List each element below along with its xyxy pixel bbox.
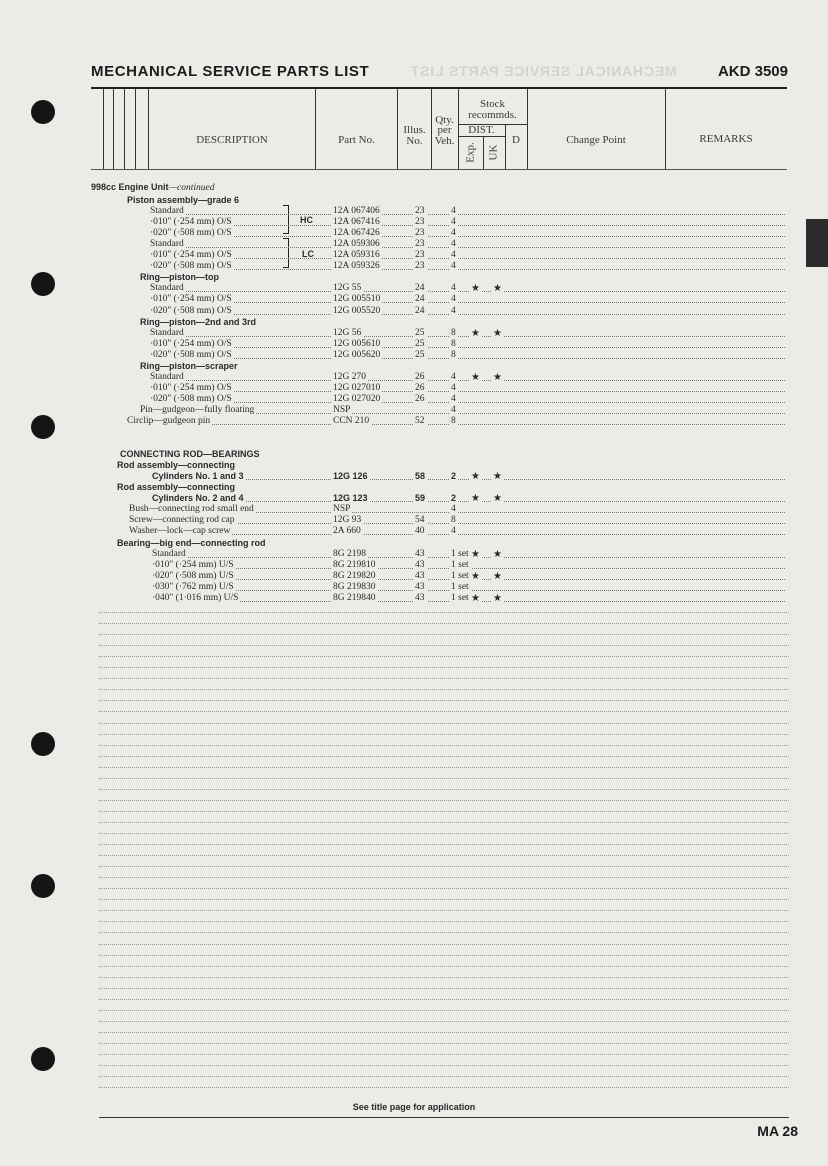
- quantity: 4: [451, 382, 456, 393]
- part-number: 2A 660: [333, 526, 361, 537]
- stock-exp-star: ★: [471, 570, 480, 582]
- illus-number: 43: [415, 592, 425, 603]
- part-number: 8G 219810: [333, 559, 376, 570]
- dot-leader: [154, 350, 785, 359]
- part-number: 12G 56: [333, 327, 362, 338]
- part-description: CONNECTING ROD—BEARINGS: [120, 449, 260, 460]
- table-row: [95, 504, 795, 515]
- stock-uk-star: ★: [493, 283, 502, 295]
- part-description: ·020" (·508 mm) O/S: [150, 393, 232, 404]
- ruled-line: [99, 767, 789, 768]
- part-number: 12A 059306: [333, 239, 380, 250]
- table-row: [95, 593, 795, 604]
- illus-number: 23: [415, 206, 425, 217]
- part-description: ·020" (·508 mm) O/S: [150, 261, 232, 272]
- ruled-line: [99, 645, 789, 646]
- ruled-line: [99, 1010, 789, 1011]
- group-heading: [95, 272, 795, 283]
- part-number: 12A 059326: [333, 261, 380, 272]
- ruled-line: [99, 756, 789, 757]
- ruled-line: [99, 888, 789, 889]
- dot-leader: [154, 383, 785, 392]
- illus-number: 24: [415, 283, 425, 294]
- illus-number: 58: [415, 471, 426, 482]
- ruled-line: [99, 811, 789, 812]
- table-row: [95, 261, 795, 272]
- binder-hole: [31, 100, 55, 124]
- quantity: 8: [451, 515, 456, 526]
- part-description: Standard: [150, 239, 184, 250]
- ruled-line: [99, 778, 789, 779]
- quantity: 4: [451, 217, 456, 228]
- group-heading: [95, 538, 795, 549]
- dot-leader: [154, 339, 785, 348]
- part-description: Standard: [150, 327, 184, 338]
- quantity: 1 set: [451, 559, 469, 570]
- col-qty-veh: Veh.: [434, 135, 455, 147]
- part-number: 8G 219820: [333, 570, 376, 581]
- ruled-line: [99, 1087, 789, 1088]
- table-row: [95, 560, 795, 571]
- quantity: 4: [451, 206, 456, 217]
- illus-number: 43: [415, 559, 425, 570]
- binder-hole: [31, 732, 55, 756]
- index-tab: [806, 219, 828, 267]
- col-exp: Exp.: [464, 142, 477, 163]
- table-row: [95, 294, 795, 305]
- stock-exp-star: ★: [471, 371, 480, 383]
- header-bottom-rule: [91, 169, 787, 170]
- part-description: Screw—connecting rod cap: [129, 515, 235, 526]
- col-part-no: Part No.: [338, 134, 375, 146]
- ruled-line: [99, 833, 789, 834]
- ruled-line: [99, 700, 789, 701]
- part-description: ·010" (·254 mm) O/S: [150, 250, 232, 261]
- part-number: 12G 005520: [333, 305, 381, 316]
- quantity: 8: [451, 416, 456, 426]
- quantity: 4: [451, 239, 456, 250]
- stock-uk-star: ★: [493, 327, 502, 339]
- table-row: [95, 493, 795, 504]
- dot-leader: [154, 206, 785, 215]
- stock-uk-star: ★: [493, 371, 502, 383]
- part-number: 12G 93: [333, 515, 362, 526]
- ruled-line: [99, 1043, 789, 1044]
- stock-exp-star: ★: [471, 471, 480, 483]
- stock-uk-star: ★: [493, 570, 502, 582]
- group-heading: [95, 195, 795, 206]
- quantity: 4: [451, 393, 456, 404]
- ruled-line: [99, 988, 789, 989]
- ruled-line: [99, 932, 789, 933]
- table-row: [95, 206, 795, 217]
- quantity: 4: [451, 294, 456, 305]
- part-number: 12G 126: [333, 471, 368, 482]
- dot-leader: [154, 239, 785, 248]
- document-code: AKD 3509: [717, 63, 788, 80]
- part-description: ·020" (·508 mm) O/S: [150, 305, 232, 316]
- quantity: 4: [451, 250, 456, 261]
- part-description: Washer—lock—cap screw: [129, 526, 231, 537]
- ruled-line: [99, 1076, 789, 1077]
- ruled-line: [99, 866, 789, 867]
- part-number: 12G 005620: [333, 349, 381, 360]
- ruled-line: [99, 734, 789, 735]
- bleed-through-title: MECHANICAL SERVICE PARTS LIST: [410, 63, 677, 79]
- part-description: Pin—gudgeon—fully floating: [140, 405, 255, 415]
- group-heading: [95, 361, 795, 372]
- part-number: 12G 005510: [333, 294, 381, 305]
- stock-uk-star: ★: [493, 592, 502, 604]
- ruled-line: [99, 656, 789, 657]
- stock-exp-star: ★: [471, 327, 480, 339]
- table-row: [95, 394, 795, 405]
- ruled-line: [99, 1032, 789, 1033]
- illus-number: 26: [415, 382, 425, 393]
- section-title: [91, 182, 214, 193]
- part-number: 12A 059316: [333, 250, 380, 261]
- col-stock-recommds: recommds.: [468, 109, 517, 121]
- stock-uk-star: ★: [493, 548, 502, 560]
- table-row: [95, 526, 795, 537]
- part-description: ·010" (·254 mm) U/S: [152, 559, 234, 570]
- table-row: [95, 383, 795, 394]
- section-title-continued: —continued: [168, 183, 215, 193]
- quantity: 1 set: [451, 581, 469, 592]
- bracket-label-lc: LC: [302, 249, 314, 259]
- ruled-line: [99, 689, 789, 690]
- part-number: 12G 005610: [333, 338, 381, 349]
- dot-leader: [154, 250, 785, 259]
- part-description: Cylinders No. 2 and 4: [152, 493, 244, 504]
- col-illus: Illus.: [403, 124, 426, 136]
- ruled-line: [99, 745, 789, 746]
- part-description: Standard: [150, 206, 184, 217]
- stock-uk-star: ★: [493, 471, 502, 483]
- part-description: Standard: [150, 371, 184, 382]
- table-row: [95, 582, 795, 593]
- illus-number: 23: [415, 250, 425, 261]
- part-number: 12G 027020: [333, 393, 381, 404]
- binder-hole: [31, 415, 55, 439]
- page-title: MECHANICAL SERVICE PARTS LIST: [91, 63, 370, 80]
- col-description: DESCRIPTION: [196, 134, 268, 146]
- illus-number: 59: [415, 493, 426, 504]
- illus-number: 23: [415, 261, 425, 272]
- ruled-line: [99, 877, 789, 878]
- binder-hole: [31, 1047, 55, 1071]
- part-description: Rod assembly—connecting: [117, 482, 236, 493]
- col-qty-per: per: [437, 124, 452, 136]
- quantity: 4: [451, 371, 456, 382]
- part-number: 12G 270: [333, 371, 366, 382]
- ruled-line: [99, 944, 789, 945]
- dot-leader: [154, 306, 785, 315]
- table-row: [95, 549, 795, 560]
- footer-note: See title page for application: [352, 1102, 476, 1112]
- dot-leader: [131, 416, 785, 425]
- part-description: ·020" (·508 mm) O/S: [150, 349, 232, 360]
- quantity: 4: [451, 526, 456, 537]
- part-description: ·020" (·508 mm) O/S: [150, 228, 232, 239]
- col-d: D: [512, 134, 520, 146]
- page-number: MA 28: [757, 1123, 798, 1139]
- stock-exp-star: ★: [471, 283, 480, 295]
- quantity: 1 set: [451, 592, 469, 603]
- illus-number: 40: [415, 526, 425, 537]
- table-row: [95, 339, 795, 350]
- quantity: 2: [451, 471, 457, 482]
- group-heading: [95, 317, 795, 328]
- table-row: [95, 416, 795, 427]
- part-number: 12A 067406: [333, 206, 380, 217]
- part-description: Ring—piston—scraper: [140, 360, 238, 371]
- dot-leader: [154, 217, 785, 226]
- illus-number: 52: [415, 416, 425, 426]
- quantity: 8: [451, 338, 456, 349]
- illus-number: 24: [415, 294, 425, 305]
- part-description: Ring—piston—top: [140, 272, 219, 283]
- part-description: Circlip—gudgeon pin: [127, 416, 211, 426]
- stock-exp-star: ★: [471, 548, 480, 560]
- group-heading: [95, 482, 795, 493]
- ruled-line: [99, 678, 789, 679]
- table-row: [95, 372, 795, 383]
- illus-number: 54: [415, 515, 425, 526]
- quantity: 1 set: [451, 548, 469, 559]
- table-row: [95, 350, 795, 361]
- table-row: [95, 471, 795, 482]
- part-number: 12A 067426: [333, 228, 380, 239]
- part-number: 12A 067416: [333, 217, 380, 228]
- column-header: [91, 89, 787, 169]
- binder-hole: [31, 874, 55, 898]
- part-description: ·030" (·762 mm) U/S: [152, 581, 234, 592]
- table-row: [95, 571, 795, 582]
- dot-leader: [154, 228, 785, 237]
- ruled-line: [99, 966, 789, 967]
- part-number: 8G 219830: [333, 581, 376, 592]
- table-row: [95, 283, 795, 294]
- part-description: Ring—piston—2nd and 3rd: [140, 316, 256, 327]
- ruled-line: [99, 1021, 789, 1022]
- ruled-line: [99, 955, 789, 956]
- part-number: 12G 027010: [333, 382, 381, 393]
- dot-leader: [154, 294, 785, 303]
- illus-number: 43: [415, 548, 425, 559]
- part-description: ·010" (·254 mm) O/S: [150, 338, 232, 349]
- part-description: Rod assembly—connecting: [117, 460, 236, 471]
- col-remarks: REMARKS: [699, 133, 753, 145]
- illus-number: 43: [415, 581, 425, 592]
- illus-number: 23: [415, 217, 425, 228]
- ruled-line: [99, 999, 789, 1000]
- col-stock: Stock: [479, 98, 506, 110]
- group-heading: [95, 449, 795, 460]
- ruled-line: [99, 612, 789, 613]
- stock-exp-star: ★: [471, 592, 480, 604]
- quantity: 4: [451, 405, 456, 415]
- ruled-line: [99, 711, 789, 712]
- table-row: [95, 328, 795, 339]
- part-description: ·020" (·508 mm) U/S: [152, 570, 234, 581]
- section-title-bold: 998cc Engine Unit: [91, 182, 169, 192]
- col-qty: Qty.: [435, 114, 454, 126]
- ruled-line: [99, 1065, 789, 1066]
- ruled-line: [99, 822, 789, 823]
- part-description: Standard: [152, 548, 186, 559]
- quantity: 2: [451, 493, 457, 504]
- illus-number: 25: [415, 338, 425, 349]
- col-dist: DIST.: [468, 124, 495, 136]
- illus-number: 23: [415, 239, 425, 250]
- ruled-line: [99, 899, 789, 900]
- table-row: [95, 250, 795, 261]
- part-description: ·040" (1·016 mm) U/S: [152, 592, 239, 603]
- binder-hole: [31, 272, 55, 296]
- ruled-line: [99, 977, 789, 978]
- illus-number: 25: [415, 327, 425, 338]
- part-description: ·010" (·254 mm) O/S: [150, 382, 232, 393]
- part-description: ·010" (·254 mm) O/S: [150, 294, 232, 305]
- illus-number: 24: [415, 305, 425, 316]
- quantity: 4: [451, 305, 456, 316]
- illus-number: 26: [415, 393, 425, 404]
- table-row: [95, 228, 795, 239]
- quantity: 8: [451, 327, 456, 338]
- quantity: 4: [451, 504, 456, 515]
- ruled-line: [99, 723, 789, 724]
- table-row: [95, 306, 795, 317]
- table-row: [95, 239, 795, 250]
- ruled-line: [99, 800, 789, 801]
- quantity: 1 set: [451, 570, 469, 581]
- part-number: 12G 123: [333, 493, 368, 504]
- stock-uk-star: ★: [493, 493, 502, 505]
- ruled-line: [99, 921, 789, 922]
- table-row: [95, 217, 795, 228]
- table-row: [95, 515, 795, 526]
- part-description: Cylinders No. 1 and 3: [152, 471, 244, 482]
- part-description: Piston assembly—grade 6: [127, 195, 240, 205]
- quantity: 4: [451, 261, 456, 272]
- table-row: [95, 405, 795, 416]
- quantity: 8: [451, 349, 456, 360]
- quantity: 4: [451, 228, 456, 239]
- stock-exp-star: ★: [471, 493, 480, 505]
- ruled-line: [99, 844, 789, 845]
- part-number: 8G 2198: [333, 548, 366, 559]
- quantity: 4: [451, 283, 456, 294]
- illus-number: 23: [415, 228, 425, 239]
- ruled-line: [99, 789, 789, 790]
- ruled-line: [99, 667, 789, 668]
- ruled-line: [99, 623, 789, 624]
- illus-number: 43: [415, 570, 425, 581]
- ruled-line: [99, 910, 789, 911]
- footer-rule: [99, 1117, 789, 1118]
- col-uk: UK: [487, 144, 500, 161]
- dot-leader: [154, 394, 785, 403]
- group-heading: [95, 460, 795, 471]
- illus-number: 25: [415, 349, 425, 360]
- ruled-line: [99, 855, 789, 856]
- ruled-line: [99, 1054, 789, 1055]
- part-description: Bush—connecting rod small end: [129, 504, 254, 515]
- part-description: Standard: [150, 283, 184, 294]
- col-change-point: Change Point: [566, 134, 626, 146]
- illus-number: 26: [415, 371, 425, 382]
- col-illus-no: No.: [406, 135, 423, 147]
- part-description: ·010" (·254 mm) O/S: [150, 217, 232, 228]
- part-number: 8G 219840: [333, 592, 376, 603]
- dot-leader: [154, 261, 785, 270]
- ruled-line: [99, 634, 789, 635]
- part-number: NSP: [333, 504, 351, 515]
- part-number: 12G 55: [333, 283, 362, 294]
- part-number: CCN 210: [333, 416, 370, 426]
- part-description: Bearing—big end—connecting rod: [117, 537, 266, 548]
- part-number: NSP: [333, 405, 351, 415]
- bracket-label-hc: HC: [300, 215, 313, 225]
